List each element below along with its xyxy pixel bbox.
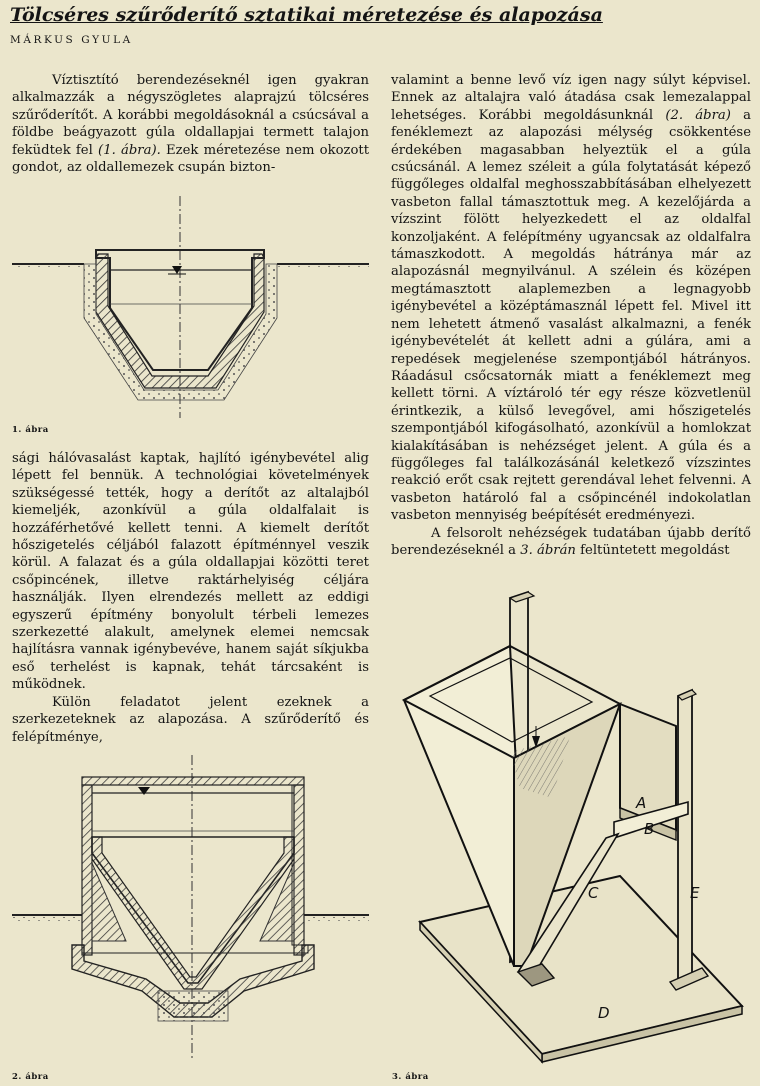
figure-2-caption: 2. ábra [12, 1072, 49, 1082]
paragraph-foundation: Külön feladatot jelent ezeknek a szerkezeteknek az alapozása. A szűrőderítő és felépítménye, [12, 694, 369, 745]
label-A: A [636, 794, 647, 812]
paragraph-new-solution: A felsorolt nehézségek tudatában újabb derítő berendezéseknél a 3. ábrán feltüntetett megoldást [391, 525, 751, 558]
label-E: E [690, 884, 700, 902]
right-column [391, 72, 751, 559]
paragraph-continued: sági hálóvasalást kaptak, hajlító igénybevétel alig lépett fel bennük. A technológiai követelmények szükségessé tették, hogy a derítőt az altalajból kiemeljék, azonkívül a gúla oldalfalait is hozzáférhetővé kellett tenni. A kiemelt derítőt hőszigetelés céljából falazott építménnyel veszik körül. A falazat és a gúla oldallapjai közötti teret csőpincének, illetve raktárhelyiség céljára használják. Ilyen elrendezés mellett az eddigi egyszerű építmény bonyolult térbeli lemezes szerkezetté alakult, amelynek elemei nemcsak hajlításra vannak igénybevéve, hanem saját síkjukba eső terhelést is kapnak, tehát tárcsaként is működnek. [12, 451, 369, 693]
label-D: D [598, 1004, 610, 1022]
paragraph-intro: Víztisztító berendezéseknél igen gyakran alkalmazzák a négyszögletes alaprajzú tölcséres szűrőderítőt. A korábbi megoldásoknál a csúcsával a földbe beágyazott gúla oldallapjai termett talajon feküdtek fel (1. ábra). Ezek méretezése nem okozott gondot, az oldallemezek csupán bizton- [12, 73, 370, 176]
figure-1-caption: 1. ábra [12, 425, 49, 435]
left-column-top [12, 72, 369, 176]
label-C: C [588, 884, 599, 902]
figure-2 [12, 755, 369, 1065]
label-B: B [644, 820, 655, 838]
article-title: Tölcséres szűrőderítő sztatikai méretezése és alapozása [10, 4, 603, 26]
figure-3 [392, 586, 754, 1066]
figure-3-caption: 3. ábra [392, 1072, 429, 1082]
left-column-bottom [12, 450, 369, 746]
author-name: MÁRKUS GYULA [10, 34, 133, 46]
figure-1 [12, 188, 369, 420]
paragraph-foundation-continued: valamint a benne levő víz igen nagy súlyt képvisel. Ennek az altalajra való átadása csak lemezalappal lehetséges. Korábbi megoldásunknál (2. ábra) a fenéklemezt az alapozási mélység csökkentése érdekében magasabban helyeztük el a gúla csúcsánál. A lemez széleit a gúla folytatását képező függőleges oldalfal meghosszabbításában elhelyezett vasbeton fallal támasztottuk meg. A kezelőjárda a vízszint fölött helyezkedett el az oldalfal konzoljaként. A felépítmény ugyancsak az oldalfalra támaszkodott. A megoldás hátránya már az alapozásnál megnyilvánul. A szélein és középen megtámasztott alaplemezben a legnagyobb igénybevétel a középtámasznál lépett fel. Mivel itt nem lehetett átmenő vasalást alkalmazni, a fenék igénybevételét át kellett adni a gúlára, ami a repedések megjelenése szempontjából hátrányos. Ráadásul csőcsatornák miatt a fenéklemezt meg kellett törni. A víztároló tér egy része közvetlenül érintkezik, a külső levegővel, ami hőszigetelés szempontjából kifogásolható, azonkívül a homlokzat kialakításában is nehézséget jelent. A gúla és a függőleges fal találkozásánál keletkező vízszintes reakció erőt csak rejtett gerendával lehet felvenni. A vasbeton határoló fal a csőpincénél indokolatlan vasbeton mennyiség beépítését eredményezi. [391, 73, 751, 524]
